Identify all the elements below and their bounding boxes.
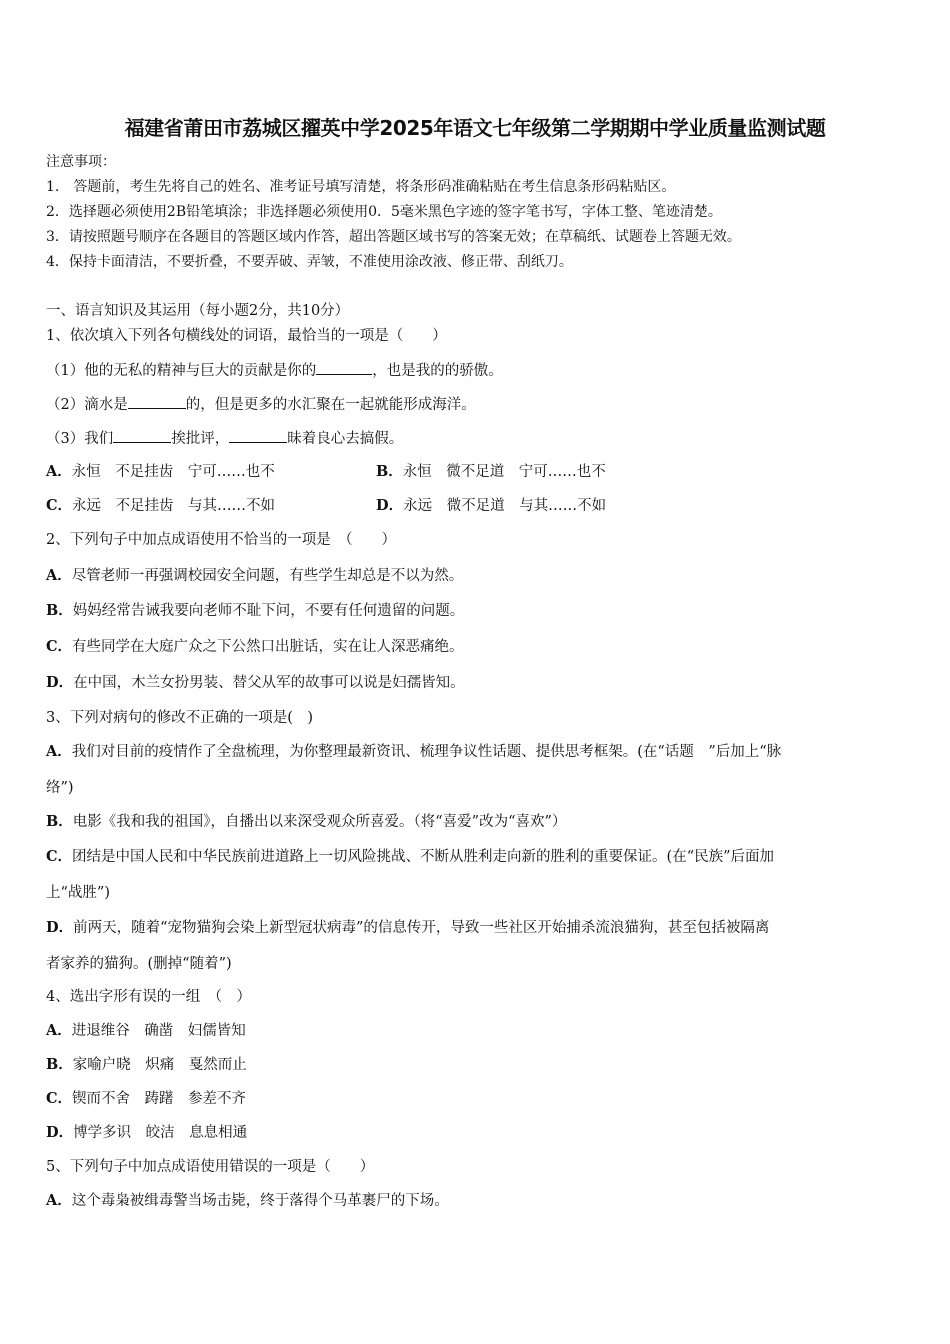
q4-option-c: 锲而不舍 踌躇 参差不齐 (72, 1091, 247, 1107)
q4-option-b-label: B． (46, 1056, 73, 1073)
fill-blank (316, 360, 372, 375)
q2-option-c: 有些同学在大庭广众之下公然口出脏话，实在让人深恶痛绝。 (72, 639, 464, 655)
q2-option-b: 妈妈经常告诫我要向老师不耻下问，不要有任何遗留的问题。 (72, 603, 465, 619)
q1-stem: 1、依次填入下列各句横线处的词语，最恰当的一项是（ ） (46, 328, 447, 344)
note-2: 2．选择题必须使用2B铅笔填涂；非选择题必须使用0．5毫米黑色字迹的签字笔书写，字体工整、笔迹清楚。 (46, 204, 722, 220)
q1-s3-text-a: （3）我们 (46, 431, 114, 447)
q4-option-d-label: D． (46, 1124, 74, 1141)
q4-option-c-label: C． (46, 1090, 73, 1107)
q3-option-c-label: C． (46, 848, 73, 865)
q1-option-a-label: A． (46, 463, 72, 480)
q3-option-a: 我们对目前的疫情作了全盘梳理，为你整理最新资讯、梳理争议性话题、提供思考框架。(在“话题 ”后加上“脉 (71, 744, 782, 760)
q2-option-a: 尽管老师一再强调校园安全问题，有些学生却总是不以为然。 (71, 568, 464, 584)
q2-option-d-label: D． (46, 674, 74, 691)
q1-s3-text-b: 挨批评， (171, 431, 230, 447)
q1-option-b: 永恒 微不足道 宁可……也不 (402, 464, 606, 480)
q1-option-d-wrap (376, 496, 606, 516)
q2-option-c-label: C． (46, 638, 73, 655)
q4-option-b-row (46, 1055, 906, 1075)
q1-sentence-2 (46, 394, 906, 415)
q4-option-c-row (46, 1089, 906, 1109)
q3-option-b-label: B． (46, 813, 73, 830)
q1-options-row-2 (46, 496, 906, 516)
q4-option-a-row (46, 1021, 906, 1041)
q3-option-c-cont: 上“战胜”) (46, 885, 110, 901)
q1-option-b-wrap (376, 462, 606, 482)
q5-option-a: 这个毒枭被缉毒警当场击毙，终于落得个马革裹尸的下场。 (71, 1193, 449, 1209)
note-1: 1. 答题前，考生先将自己的姓名、准考证号填写清楚，将条形码准确粘贴在考生信息条形码粘贴区。 (46, 179, 676, 195)
q3-option-a-cont: 络”) (46, 780, 74, 796)
q1-s2-text-a: （2）滴水是 (46, 397, 128, 413)
q1-option-c: 永远 不足挂齿 与其……不如 (72, 498, 276, 514)
q1-s1-text-b: ，也是我的的骄傲。 (372, 363, 503, 379)
q2-option-b-row (46, 601, 906, 621)
q2-option-a-label: A． (46, 567, 72, 584)
q1-option-b-label: B． (376, 463, 403, 480)
q1-s2-text-b: 的，但是更多的水汇聚在一起就能形成海洋。 (185, 397, 476, 413)
note-3: 3．请按照题号顺序在各题目的答题区域内作答，超出答题区域书写的答案无效；在草稿纸、试题卷上答题无效。 (46, 229, 741, 245)
q3-option-d-row (46, 918, 906, 938)
q3-stem: 3、下列对病句的修改不正确的一项是( ) (46, 710, 314, 726)
q3-option-c: 团结是中国人民和中华民族前进道路上一切风险挑战、不断从胜利走向新的胜利的重要保证。(在“民族”后面加 (72, 849, 775, 865)
q4-option-d-row (46, 1123, 906, 1143)
q1-option-a: 永恒 不足挂齿 宁可……也不 (71, 464, 275, 480)
q1-s3-text-c: 昧着良心去搞假。 (287, 431, 404, 447)
q5-stem: 5、下列句子中加点成语使用错误的一项是（ ） (46, 1159, 375, 1175)
q5-option-a-row (46, 1191, 906, 1211)
q5-option-a-label: A． (46, 1192, 72, 1209)
q2-option-b-label: B． (46, 602, 73, 619)
q4-option-a-label: A． (46, 1022, 72, 1039)
q1-sentence-1 (46, 360, 906, 381)
q4-option-a: 进退维谷 确凿 妇儒皆知 (71, 1023, 246, 1039)
q1-s1-text-a: （1）他的无私的精神与巨大的贡献是你的 (46, 363, 317, 379)
q1-options-row-1 (46, 462, 906, 482)
fill-blank (113, 428, 171, 443)
q3-option-a-label: A． (46, 743, 72, 760)
notes-heading: 注意事项： (46, 154, 116, 170)
q1-sentence-3 (46, 428, 906, 449)
q1-option-d: 永远 微不足道 与其……不如 (403, 498, 607, 514)
q2-option-a-row (46, 566, 906, 586)
q3-option-a-row (46, 742, 906, 762)
note-4: 4．保持卡面清洁，不要折叠，不要弄破、弄皱，不准使用涂改液、修正带、刮纸刀。 (46, 254, 573, 270)
q3-option-b-row (46, 812, 906, 832)
q1-option-c-label: C． (46, 497, 73, 514)
q4-option-b: 家喻户晓 炽痛 戛然而止 (72, 1057, 247, 1073)
q3-option-d: 前两天，随着“宠物猫狗会染上新型冠状病毒”的信息传开，导致一些社区开始捕杀流浪猫狗，甚至包括被隔离 (73, 920, 770, 936)
fill-blank (128, 394, 186, 409)
q3-option-d-label: D． (46, 919, 74, 936)
q3-option-c-row (46, 847, 906, 867)
q2-option-d-row (46, 673, 906, 693)
q3-option-b: 电影《我和我的祖国》，自播出以来深受观众所喜爱。（将“喜爱”改为“喜欢”） (72, 814, 567, 830)
q2-option-d: 在中国，木兰女扮男装、替父从军的故事可以说是妇孺皆知。 (73, 675, 465, 691)
q1-option-d-label: D． (376, 497, 404, 514)
q2-stem: 2、下列句子中加点成语使用不恰当的一项是 （ ） (46, 532, 396, 548)
q2-option-c-row (46, 637, 906, 657)
q4-option-d: 博学多识 皎洁 息息相通 (73, 1125, 248, 1141)
fill-blank (229, 428, 287, 443)
exam-title: 福建省莆田市荔城区擢英中学2025年语文七年级第二学期期中学业质量监测试题 (124, 116, 826, 140)
q4-stem: 4、选出字形有误的一组 （ ） (46, 989, 251, 1005)
section-heading: 一、语言知识及其运用（每小题2分，共10分） (46, 303, 350, 319)
q3-option-d-cont: 者家养的猫狗。(删掉“随着”) (46, 956, 232, 972)
